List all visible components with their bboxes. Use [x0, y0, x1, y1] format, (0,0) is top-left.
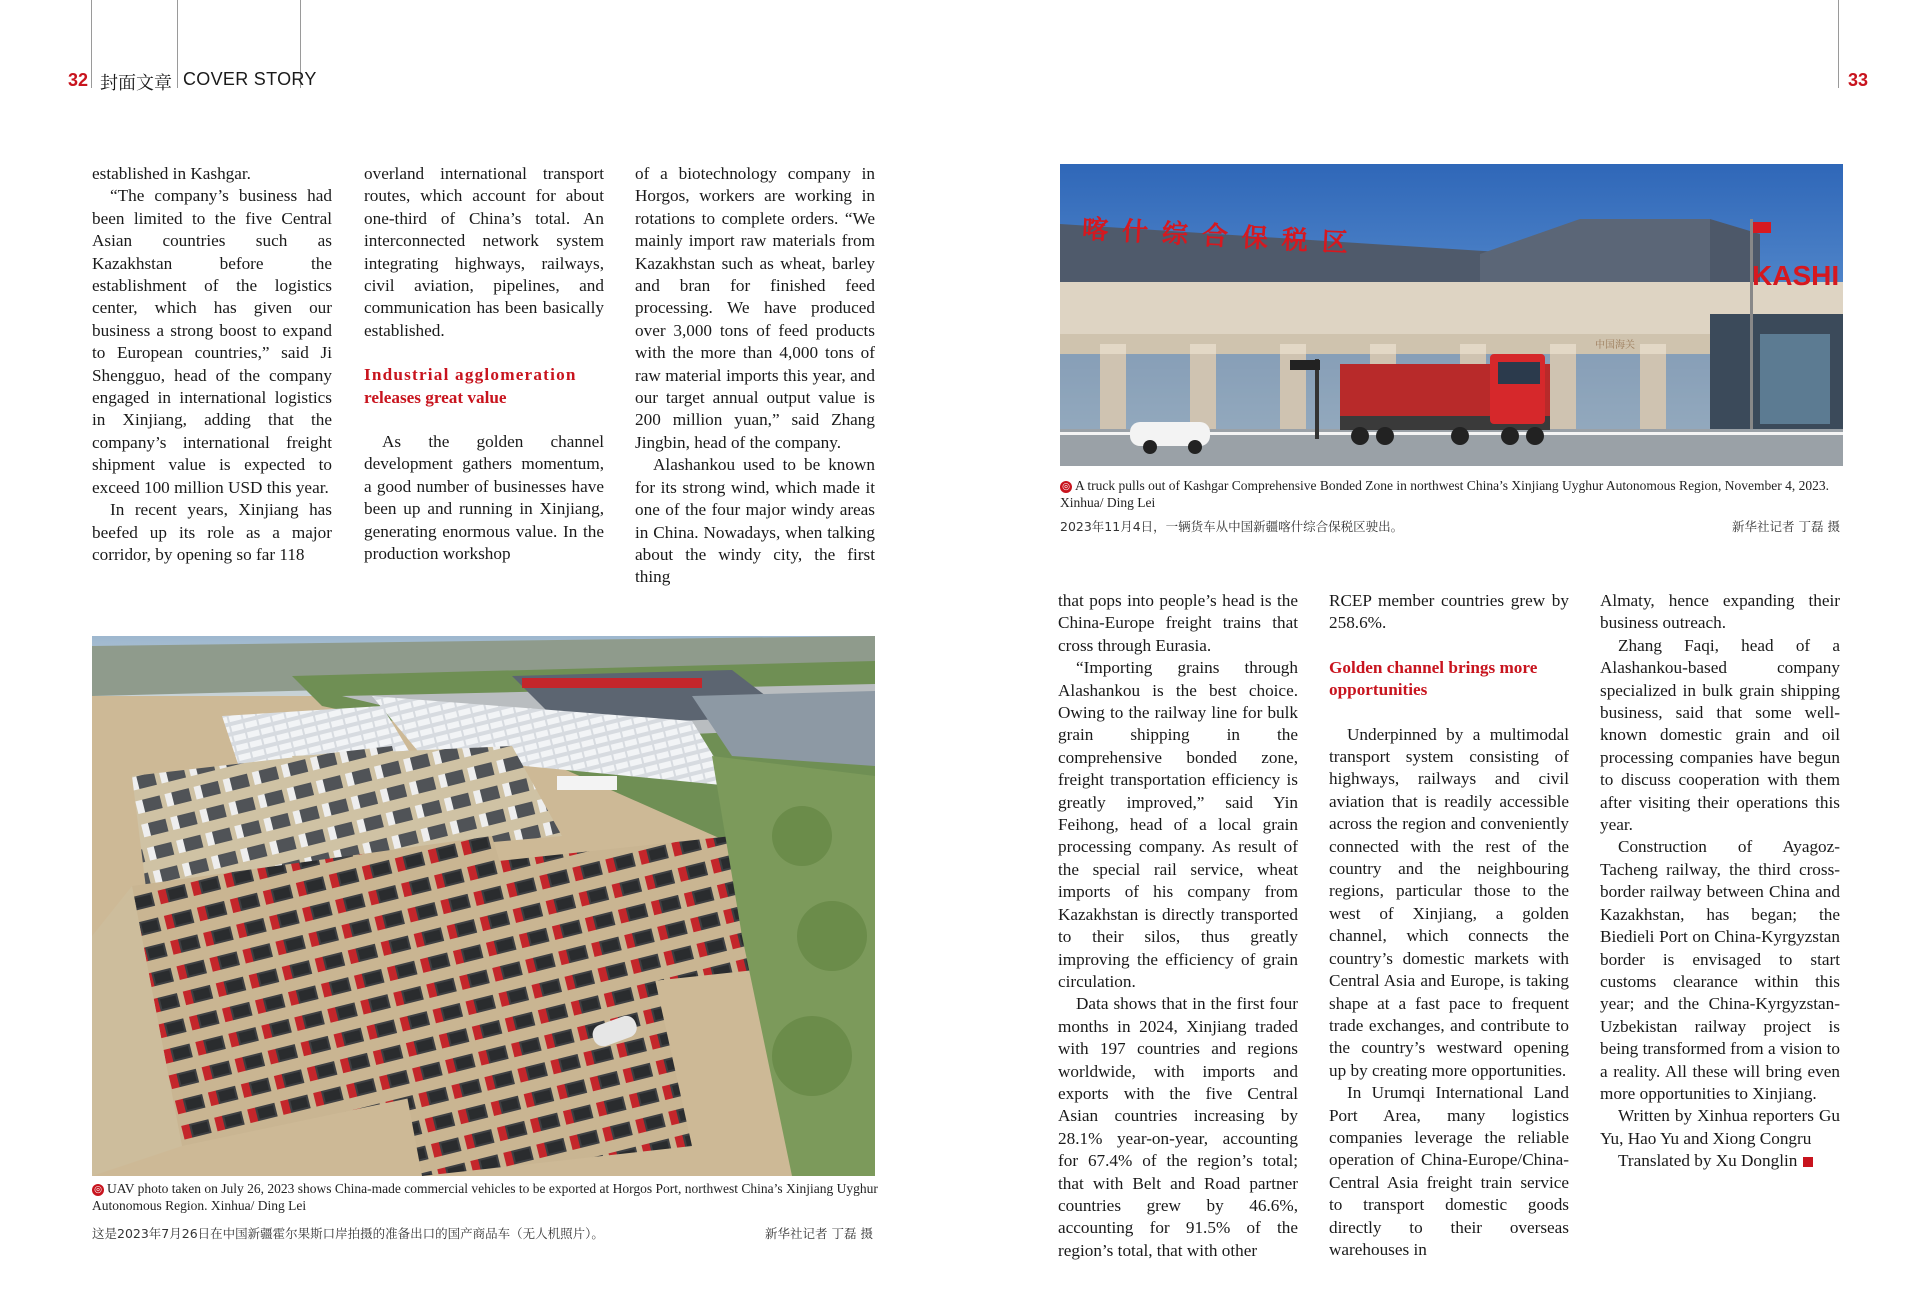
- end-mark-icon: [1803, 1157, 1813, 1167]
- heading-line: releases great value: [364, 387, 507, 407]
- translator-text: Translated by Xu Donglin: [1618, 1151, 1798, 1171]
- caption-left-zh: 这是2023年7月26日在中国新疆霍尔果斯口岸拍摄的准备出口的国产商品车（无人机照片）。: [92, 1226, 604, 1241]
- gate-sign-zh: 喀什综合保税区: [1081, 214, 1363, 260]
- header-rule-left: [91, 0, 92, 88]
- paragraph: Almaty, hence expanding their business outreach.: [1600, 591, 1840, 633]
- paragraph: that pops into people’s head is the China-Europe freight trains that cross through Eurasia.: [1058, 591, 1298, 655]
- paragraph: Alashankou used to be known for its strong wind, which made it one of the four major windy areas in China. Nowadays, when talking about the windy city, the first thing: [635, 455, 875, 587]
- caption-text: UAV photo taken on July 26, 2023 shows China-made commercial vehicles to be exported at Horgos Port, northwest China’s Xinjiang Uyghur Autonomous Region. Xinhua/ Ding Lei: [92, 1181, 878, 1213]
- page-number-right: 33: [1848, 70, 1869, 90]
- heading-line: Industrial agglomeration: [364, 365, 577, 385]
- section-heading-industrial: [364, 364, 604, 409]
- gate-sign-en: KASHI: [1752, 260, 1840, 291]
- caption-right-zh: 2023年11月4日，一辆货车从中国新疆喀什综合保税区驶出。: [1060, 519, 1404, 534]
- paragraph: Zhang Faqi, head of a Alashankou-based company specialized in bulk grain shipping business, said that some well-known domestic grain and oil processing companies have begun to discuss cooperation with them after visiting their operations this year.: [1600, 635, 1840, 835]
- paragraph: “Importing grains through Alashankou is the best choice. Owing to the railway line for bulk grain shipping in the comprehensive bonded zone, freight transportation efficiency is greatly improved,” said Yin Feihong, head of a local grain processing company. As result of the special rail service, wheat imports of his company from Kazakhstan is directly transported to their silos, thus greatly improving the efficiency of grain circulation.: [1058, 658, 1298, 991]
- paragraph: Data shows that in the first four months in 2024, Xinjiang traded with 197 countries and regions worldwide, with imports and exports with the five Central Asian countries increasing by 28.1% year-on-year, accounting for 67.4% of the region’s total; that with Belt and Road partner countries grew by 46.6%, accounting for 91.5% of the region’s total, that with other: [1058, 994, 1298, 1260]
- byline-writers: Written by Xinhua reporters Gu Yu, Hao Yu and Xiong Congru: [1600, 1106, 1840, 1148]
- article-column-4: [1058, 590, 1298, 1262]
- article-column-1: [92, 163, 332, 566]
- credit-right-zh: 新华社记者 丁磊 摄: [1732, 519, 1840, 534]
- paragraph: Underpinned by a multimodal transport system consisting of highways, railways and civil aviation that is readily accessible across the region and conveniently connected with the rest of the country and the neighbouring regions, particular those to the west of Xinjiang, a golden channel, which connects the country’s domestic markets with Central Asia and Europe, is taking shape at a fast pace to frequent trade exchanges, and contribute to the country’s westward opening up by creating more opportunities.: [1329, 724, 1569, 1080]
- article-column-2: [364, 163, 604, 566]
- caption-right: [1060, 477, 1850, 511]
- caption-text: A truck pulls out of Kashgar Comprehensive Bonded Zone in northwest China’s Xinjiang Uyghur Autonomous Region, November 4, 2023. Xinhua/ Ding Lei: [1060, 478, 1830, 510]
- paragraph: Construction of Ayagoz-Tacheng railway, the third cross-border railway between China and Kazakhstan, has began; the Biedieli Port on China-Kyrgyzstan border is envisaged to start customs clearance within this year; and the China-Kyrgyzstan-Uzbekistan railway project is being transformed from a vision to a reality. All these will bring even more opportunities to Xinjiang.: [1600, 837, 1840, 1103]
- paragraph: overland international transport routes, which account for about one-third of China’s total. An interconnected network system integrating highways, railways, civil aviation, pipelines, and communication has been basically established.: [364, 164, 604, 340]
- article-column-6: [1600, 590, 1840, 1173]
- header-rule-page33: [1838, 0, 1839, 88]
- article-column-3: [635, 163, 875, 589]
- section-title-en: COVER STORY: [183, 69, 317, 89]
- paragraph: RCEP member countries grew by 258.6%.: [1329, 591, 1569, 633]
- section-heading-golden-channel: [1329, 657, 1569, 702]
- byline-translator: [1600, 1150, 1840, 1172]
- kashgar-bonded-zone-photo: [1060, 164, 1843, 466]
- customs-plaque: 中国海关: [1595, 340, 1635, 351]
- paragraph: of a biotechnology company in Horgos, workers are working in rotations to complete orders. “We mainly import raw materials from Kazakhstan such as wheat, barley and bran for finished feed processing. We have produced over 3,000 tons of feed products with the more than 4,000 tons of raw material imports this year, and our target annual output value is 200 million yuan,” said Zhang Jingbin, head of the company.: [635, 164, 875, 452]
- article-column-5: [1329, 590, 1569, 1261]
- credit-left-zh: 新华社记者 丁磊 摄: [765, 1226, 873, 1241]
- paragraph: “The company’s business had been limited to the five Central Asian countries such as Kazakhstan before the establishment of the logistics center, which has given our business a strong boost to expand to European countries,” said Ji Shengguo, head of the company engaged in international logistics in Xinjiang, adding that the company’s international freight shipment value is expected to exceed 100 million USD this year.: [92, 186, 332, 497]
- paragraph: established in Kashgar.: [92, 164, 251, 183]
- heading-line: Golden channel brings more: [1329, 657, 1538, 677]
- photo-caption-icon: ◎: [1060, 481, 1072, 493]
- page-number-left: 32: [68, 70, 89, 90]
- section-title-zh: 封面文章: [100, 73, 172, 94]
- paragraph: In recent years, Xinjiang has beefed up its role as a major corridor, by opening so far 118: [92, 500, 332, 564]
- photo-caption-icon: ◎: [92, 1184, 104, 1196]
- header-rule-middle: [177, 0, 178, 88]
- paragraph: As the golden channel development gathers momentum, a good number of businesses have been up and running in Xinjiang, generating enormous value. In the production workshop: [364, 432, 604, 564]
- paragraph: In Urumqi International Land Port Area, many logistics companies leverage the reliable operation of China-Europe/China-Central Asia freight train service to transport domestic goods directly to their overseas warehouses in: [1329, 1083, 1569, 1259]
- vehicle-yard-photo: [92, 636, 875, 1176]
- heading-line: opportunities: [1329, 680, 1428, 700]
- caption-left: [92, 1180, 882, 1214]
